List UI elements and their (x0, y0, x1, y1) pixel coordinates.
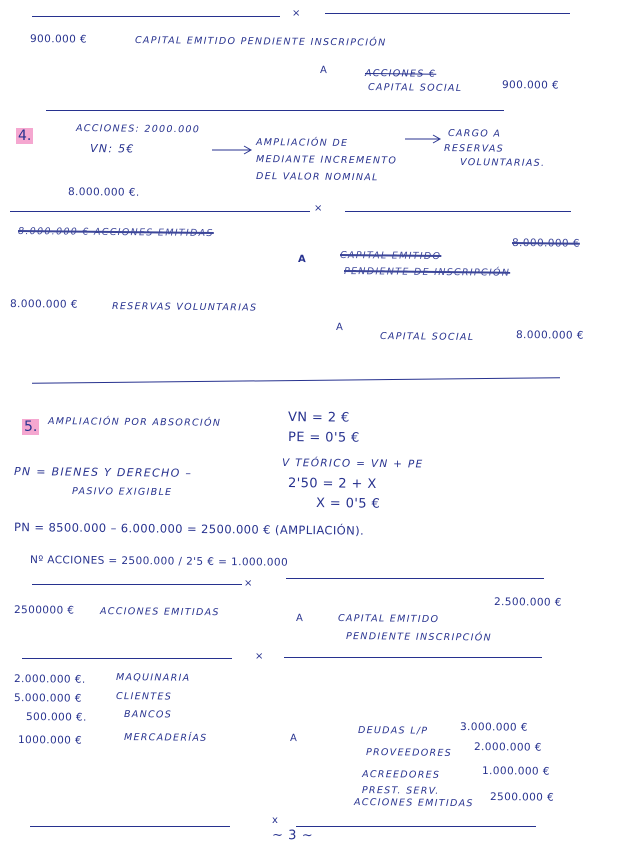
separator-x: × (244, 578, 253, 589)
section4-number: 4. (18, 128, 32, 144)
section5-title: AMPLIACIÓN POR ABSORCIÓN (47, 416, 222, 429)
entry4-credit-account-line2: PENDIENTE INSCRIPCIÓN (345, 631, 492, 644)
entry1-a: A (319, 65, 328, 77)
section4-cargo-line2: RESERVAS (443, 143, 505, 155)
entry3-debit-account: RESERVAS VOLUNTARIAS (111, 301, 258, 314)
arrow-icon (212, 146, 254, 154)
separator-x: × (292, 8, 301, 19)
section5-pn-def-line1: PN = BIENES Y DERECHO – (13, 465, 193, 480)
section4-acciones: ACCIONES: 2000.000 (75, 123, 201, 136)
page-number: ~ 3 ~ (271, 828, 314, 844)
entry4-debit-account: ACCIONES EMITIDAS (99, 606, 220, 619)
entry4-credit-amount: 2.500.000 € (493, 596, 562, 609)
entry5-a: A (289, 733, 298, 745)
separator-line (30, 826, 230, 827)
entry5-debit-account: CLIENTES (115, 691, 173, 703)
section4-ampliacion-line2: MEDIANTE INCREMENTO (255, 154, 398, 167)
separator-x: × (314, 203, 323, 214)
entry3-a: A (335, 322, 344, 334)
section4-vn: VN: 5€ (89, 142, 135, 156)
section5-vt-formula: V TEÓRICO = VN + PE (281, 457, 424, 471)
entry2-struck-credit-1: CAPITAL EMITIDO (339, 250, 442, 263)
entry5-credit-amount: 2500.000 € (489, 791, 555, 804)
separator-line (46, 110, 504, 111)
entry5-debit-account: BANCOS (123, 709, 173, 721)
separator-line (345, 211, 571, 212)
entry2-struck-credit-2: PENDIENTE DE INSCRIPCIÓN (343, 266, 511, 279)
separator-line (296, 826, 536, 827)
entry4-a: A (295, 613, 304, 625)
entry1-credit-struck: ACCIONES € (364, 68, 437, 80)
section5-pn-calc: PN = 8500.000 – 6.000.000 = 2500.000 € (AMPLIACIÓN). (13, 520, 365, 538)
entry2-a: A (297, 254, 307, 266)
entry4-debit-amount: 2500000 € (13, 604, 75, 617)
entry2-struck-credit-amount: 8.000.000 € (511, 237, 580, 250)
entry5-credit-amount: 3.000.000 € (459, 721, 528, 734)
entry5-debit-amount: 5.000.000 € (13, 692, 82, 705)
section5-number: 5. (24, 419, 38, 435)
section5-vn: VN = 2 € (287, 410, 350, 426)
separator-line (284, 657, 542, 658)
separator-line (22, 658, 232, 659)
entry1-credit-amount: 900.000 € (501, 79, 560, 92)
section5-pn-def-line2: PASIVO EXIGIBLE (71, 486, 173, 499)
section4-ampliacion-line1: AMPLIACIÓN DE (255, 137, 349, 149)
entry3-debit-amount: 8.000.000 € (9, 298, 78, 311)
entry1-credit-account: CAPITAL SOCIAL (367, 82, 463, 94)
entry5-credit-account: DEUDAS L/P (357, 725, 429, 737)
entry5-debit-account: MAQUINARIA (115, 672, 191, 684)
separator-line (32, 584, 242, 585)
entry2-struck-debit: 8.000.000 € ACCIONES EMITIDAS (17, 226, 214, 240)
entry5-credit-account: ACCIONES EMITIDAS (353, 797, 474, 810)
entry5-credit-amount: 1.000.000 € (481, 765, 550, 778)
section5-num-acciones: Nº ACCIONES = 2500.000 / 2'5 € = 1.000.000 (29, 554, 289, 569)
section4-cargo-line3: VOLUNTARIAS. (459, 157, 546, 169)
section4-ampliacion-line3: DEL VALOR NOMINAL (255, 171, 379, 184)
section4-total: 8.000.000 €. (67, 186, 140, 199)
entry1-debit-amount: 900.000 € (29, 33, 88, 46)
entry5-debit-amount: 1000.000 € (17, 734, 83, 747)
footer-mark: x (272, 815, 278, 826)
separator-x: × (255, 651, 264, 662)
entry3-credit-amount: 8.000.000 € (515, 329, 584, 342)
arrow-icon (405, 135, 443, 143)
entry5-credit-account: ACREEDORES PREST. SERV. (361, 769, 441, 797)
entry5-debit-amount: 2.000.000 €. (13, 673, 86, 686)
entry5-credit-amount: 2.000.000 € (473, 741, 542, 754)
section5-pe: PE = 0'5 € (287, 430, 360, 446)
section4-cargo-line1: CARGO A (447, 128, 502, 140)
entry5-credit-account: PROVEEDORES (365, 747, 453, 759)
entry4-credit-account-line1: CAPITAL EMITIDO (337, 613, 440, 626)
separator-line (32, 377, 560, 384)
entry5-debit-account: MERCADERÍAS (123, 732, 208, 744)
separator-line (32, 16, 280, 17)
entry5-debit-amount: 500.000 €. (25, 711, 87, 724)
section5-vt-calc: 2'50 = 2 + X (287, 476, 377, 492)
separator-line (286, 578, 544, 579)
section5-vt-result: X = 0'5 € (315, 496, 381, 512)
entry3-credit-account: CAPITAL SOCIAL (379, 331, 475, 343)
separator-line (10, 211, 310, 212)
separator-line (325, 13, 570, 14)
entry1-debit-account: CAPITAL EMITIDO PENDIENTE INSCRIPCIÓN (134, 35, 387, 49)
